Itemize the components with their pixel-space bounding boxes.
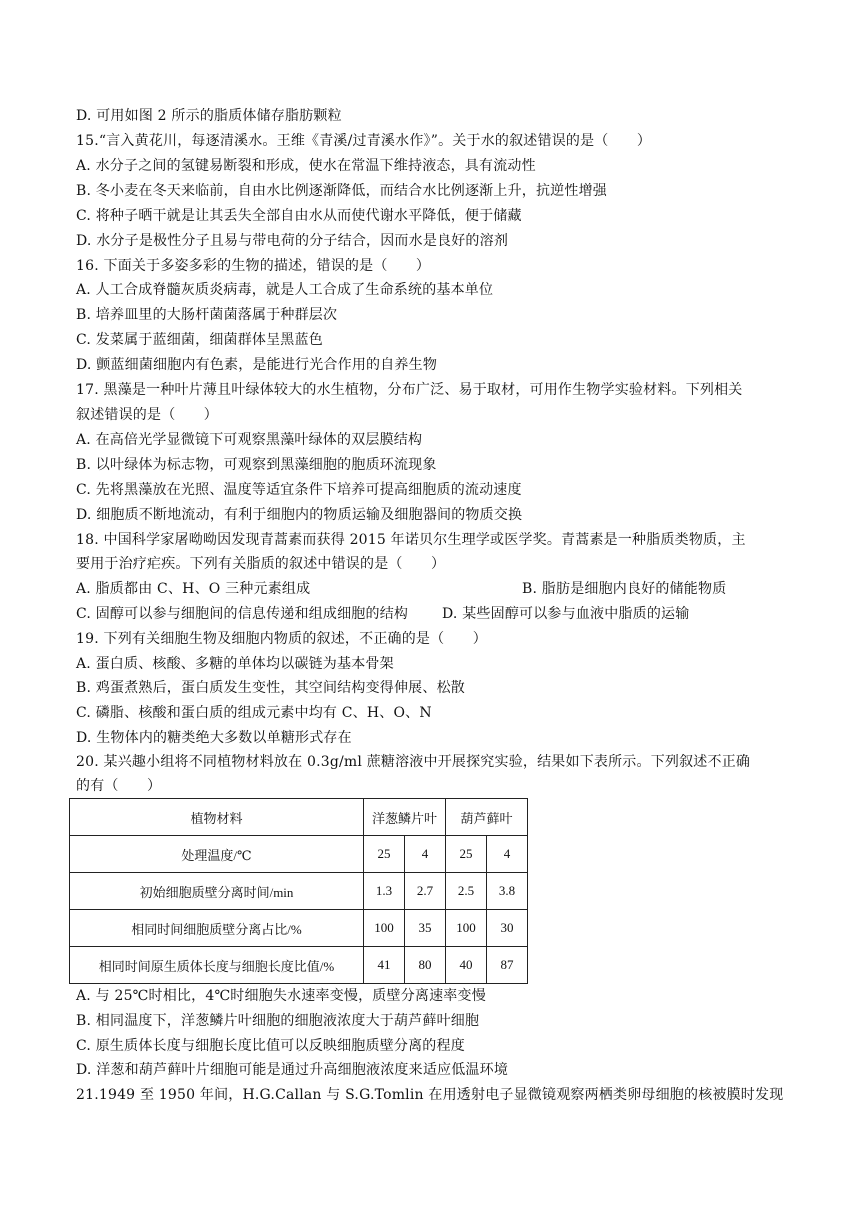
option-18a: A. 脂质都由 C、H、O 三种元素组成	[76, 581, 311, 597]
row-label: 初始细胞质壁分离时间/min	[70, 873, 364, 910]
table-cell: 100	[446, 910, 487, 947]
question-16: 16. 下面关于多姿多彩的生物的描述，错误的是（ ）	[76, 258, 431, 274]
option-19a: A. 蛋白质、核酸、多糖的单体均以碳链为基本骨架	[76, 656, 394, 672]
option-17a: A. 在高倍光学显微镜下可观察黑藻叶绿体的双层膜结构	[76, 432, 423, 448]
question-19: 19. 下列有关细胞生物及细胞内物质的叙述，不正确的是（ ）	[76, 631, 487, 647]
question-21: 21.1949 至 1950 年间，H.G.Callan 与 S.G.Tomlin 在用透射电子显微镜观察两栖类卵母细胞的核被膜时发现	[76, 1087, 784, 1103]
row-label: 相同时间原生质体长度与细胞长度比值/%	[70, 947, 364, 984]
option-20c: C. 原生质体长度与细胞长度比值可以反映细胞质壁分离的程度	[76, 1038, 465, 1054]
table-cell: 30	[487, 910, 528, 947]
question-17: 17. 黑藻是一种叶片薄且叶绿体较大的水生植物，分布广泛、易于取材，可用作生物学实验材料。下列相关	[76, 382, 743, 398]
option-18d: D. 某些固醇可以参与血液中脂质的运输	[442, 606, 690, 622]
header-moss: 葫芦藓叶	[446, 799, 528, 836]
option-19b: B. 鸡蛋煮熟后，蛋白质发生变性，其空间结构变得伸展、松散	[76, 680, 465, 696]
table-cell: 25	[364, 836, 405, 873]
table-cell: 35	[405, 910, 446, 947]
option-16b: B. 培养皿里的大肠杆菌菌落属于种群层次	[76, 307, 338, 323]
question-18: 18. 中国科学家屠呦呦因发现青蒿素而获得 2015 年诺贝尔生理学或医学奖。青蒿素是一种脂质类物质，主	[76, 532, 746, 548]
table-header-row	[70, 799, 528, 836]
table-cell: 2.7	[405, 873, 446, 910]
option-17d: D. 细胞质不断地流动，有利于细胞内的物质运输及细胞器间的物质交换	[76, 507, 523, 523]
option-row-18ab	[76, 579, 796, 599]
row-label: 处理温度/℃	[70, 836, 364, 873]
option-15c: C. 将种子晒干就是让其丢失全部自由水从而使代谢水平降低，便于储藏	[76, 208, 522, 224]
question-15: 15.“言入黄花川，每逐清溪水。王维《青溪/过青溪水作》”。关于水的叙述错误的是（ ）	[76, 133, 652, 149]
question-17-cont: 叙述错误的是（ ）	[76, 407, 218, 423]
results-table	[69, 798, 528, 984]
table-cell: 4	[487, 836, 528, 873]
option-18b: B. 脂肪是细胞内良好的储能物质	[522, 581, 727, 597]
table-cell: 87	[487, 947, 528, 984]
option-16c: C. 发菜属于蓝细菌，细菌群体呈黑蓝色	[76, 332, 323, 348]
header-material: 植物材料	[70, 799, 364, 836]
option-17b: B. 以叶绿体为标志物，可观察到黑藻细胞的胞质环流现象	[76, 457, 437, 473]
question-20: 20. 某兴趣小组将不同植物材料放在 0.3g/ml 蔗糖溶液中开展探究实验，结果如下表所示。下列叙述不正确	[76, 754, 751, 770]
table-row	[70, 873, 528, 910]
option-20d: D. 洋葱和葫芦藓叶片细胞可能是通过升高细胞液浓度来适应低温环境	[76, 1062, 509, 1078]
option-19c: C. 磷脂、核酸和蛋白质的组成元素中均有 C、H、O、N	[76, 705, 432, 721]
table-cell: 100	[364, 910, 405, 947]
header-onion: 洋葱鳞片叶	[364, 799, 446, 836]
option-16a: A. 人工合成脊髓灰质炎病毒，就是人工合成了生命系统的基本单位	[76, 282, 494, 298]
question-20-cont: 的有（ ）	[76, 778, 162, 794]
option-20b: B. 相同温度下，洋葱鳞片叶细胞的细胞液浓度大于葫芦藓叶细胞	[76, 1013, 480, 1029]
table-cell: 41	[364, 947, 405, 984]
option-19d: D. 生物体内的糖类绝大多数以单糖形式存在	[76, 730, 352, 746]
option-15b: B. 冬小麦在冬天来临前，自由水比例逐渐降低，而结合水比例逐渐上升，抗逆性增强	[76, 183, 607, 199]
table-cell: 1.3	[364, 873, 405, 910]
table-cell: 2.5	[446, 873, 487, 910]
option-14d: D. 可用如图 2 所示的脂质体储存脂肪颗粒	[76, 108, 342, 124]
table-row	[70, 910, 528, 947]
option-17c: C. 先将黑藻放在光照、温度等适宜条件下培养可提高细胞质的流动速度	[76, 482, 522, 498]
option-15a: A. 水分子之间的氢键易断裂和形成，使水在常温下维持液态，具有流动性	[76, 158, 536, 174]
table-cell: 40	[446, 947, 487, 984]
option-18c: C. 固醇可以参与细胞间的信息传递和组成细胞的结构	[76, 606, 409, 622]
option-20a: A. 与 25℃时相比，4℃时细胞失水速率变慢，质壁分离速率变慢	[76, 988, 486, 1004]
option-16d: D. 颤蓝细菌细胞内有色素，是能进行光合作用的自养生物	[76, 357, 438, 373]
option-row-18cd	[76, 604, 796, 624]
row-label: 相同时间细胞质壁分离占比/%	[70, 910, 364, 947]
table-row	[70, 836, 528, 873]
table-cell: 4	[405, 836, 446, 873]
table-cell: 3.8	[487, 873, 528, 910]
option-15d: D. 水分子是极性分子且易与带电荷的分子结合，因而水是良好的溶剂	[76, 233, 509, 249]
table-cell: 25	[446, 836, 487, 873]
question-18-cont: 要用于治疗疟疾。下列有关脂质的叙述中错误的是（ ）	[76, 556, 446, 572]
table-row	[70, 947, 528, 984]
table-cell: 80	[405, 947, 446, 984]
